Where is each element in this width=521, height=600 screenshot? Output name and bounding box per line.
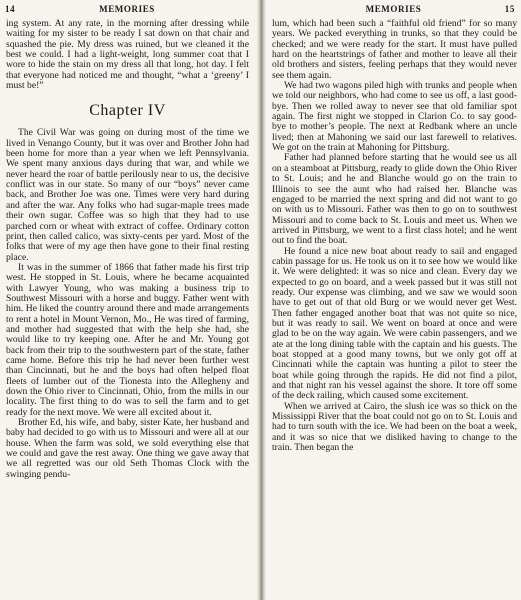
paragraph: It was in the summer of 1866 that father made his first trip west. He stopped in St. Louis, where he became acquainted with Lawyer Young, who was making a business trip to Southwest Missouri with a horse and buggy. Father went with him. He liked the country around there and made arrangements to rent a hotel in Mount Vernon, Mo., He was tired of farming, and mother had suggested that with the help she had, she would like to try keeping one. After he and Mr. Young got back from their trip to the southwestern part of the state, father came home. Before this trip he had never been further west than Cincinnati, but he and the boys had often helped float fleets of lumber out of the Tionesta into the Allegheny and down the Ohio river to Cincinnati, Ohio, from the mills in our locality. The first thing to do was to sell the farm and to get ready for the next move. We were all excited about it.	[6, 261, 249, 418]
paragraph: Brother Ed, his wife, and baby, sister Kate, her husband and baby had decided to go with us to Missouri and were all at our house. When the farm was sold, we sold everything else that we could and gave the rest away. One thing we gave away that we all regretted was our old Seth Thomas Clock with the swinging pendu-	[6, 417, 249, 480]
paragraph: Father had planned before starting that he would see us all on a steamboat at Pittsburg, ready to glide down the Ohio River to St. Louis; and he and Blanche would go on the train to Illinois to see the aunt who had raised her. Blanche was engaged to be married the next spring and did not want to go on with us to Missouri. Father was then to go on to southwest Missouri and to come back to St. Louis and meet us. When we arrived in Pittsburg, we went to a first class hotel; and he went out to find the boat.	[272, 152, 517, 247]
right-running-head: MEMORIES	[365, 4, 422, 14]
paragraph: ing system. At any rate, in the morning after dressing while waiting for my sister to be ready I sat down on that chair and squashed the pie. My dress was ruined, but we cleaned it the best we could. I had a light-weight, long summer coat that I wore to hide the stain on my dress all that long, hot day. I felt that everyone had noticed me and thought, “what a ‘greeny’ I must be!”	[6, 18, 249, 92]
right-page-number: 15	[504, 4, 515, 14]
paragraph: lum, which had been such a “faithful old friend” for so many years. We packed everything in trunks, so that they could be checked; and we were ready for the start. It must have pulled hard on the heartstrings of father and mother to leave all their old brothers and sisters, feeling perhaps that they would never see them again.	[272, 18, 517, 81]
paragraph: The Civil War was going on during most of the time we lived in Venango County, but it was over and Brother John had been home for more than a year when we left Pennsylvania. We spent many anxious days during that war, and while we never heard the roar of battle perilously near to us, the decisive conflict was in our state. So many of our “boys” never came back, and Brother Joe was one. Times were very hard during and after the war. Any folks who had sugar-maple trees made their own sugar. Coffee was so high that they had to use parched corn or wheat with extract of coffee. Ordinary cotton print, then called calico, was sixty-cents per yard. Most of the folks that were of my age then have gone to their final resting place.	[6, 127, 249, 263]
right-page	[266, 0, 521, 600]
left-page-body	[6, 19, 249, 480]
left-running-header	[5, 4, 249, 16]
left-running-head: MEMORIES	[99, 4, 155, 14]
left-page	[0, 0, 257, 600]
paragraph: He found a nice new boat about ready to sail and engaged cabin passage for us. He took us on it to see how we would like it. We were delighted: it was so nice and clean. Every day we expected to go on board, and a week passed but it was still not ready. Our expense was climbing, and we saw we would soon have to get out of that old Burg or we would never get West. Then father engaged another boat that was not quite so nice, but it was ready to sail. We went on board at once and were glad to be on the way again. We were cabin passengers, and we ate at the long dining table with the captain and his guests. The boat stopped at a good many towns, but we only got off at Cincinnati while the captain was hunting a pilot to steer the boat while going through the rapids. He did not find a pilot, and that night ran his vessel against the shore. It tore off some of the deck railing, which caused some excitement.	[272, 245, 517, 402]
left-page-number: 14	[5, 4, 16, 14]
paragraph: We had two wagons piled high with trunks and people when we told our neighbors, who had come to see us off, a last good-bye. Then we rolled away to never see that old familiar spot again. The first night we stopped in Clarion Co. to say good-bye to mother’s people. The next at Redbank where an uncle lived; then at Mahoning we said our last farewell to relatives. We got on the train at Mahoning for Pittsburg.	[272, 80, 517, 154]
right-page-body	[272, 19, 517, 453]
book-gutter	[257, 0, 266, 600]
paragraph: When we arrived at Cairo, the slush ice was so thick on the Mississippi River that the boat could not go on to St. Louis and had to turn south with the ice. We had been on the boat a week, and it was so nice that we disliked having to change to the train. Then began the	[272, 400, 517, 454]
right-running-header	[272, 4, 515, 16]
chapter-heading: Chapter IV	[89, 102, 166, 120]
